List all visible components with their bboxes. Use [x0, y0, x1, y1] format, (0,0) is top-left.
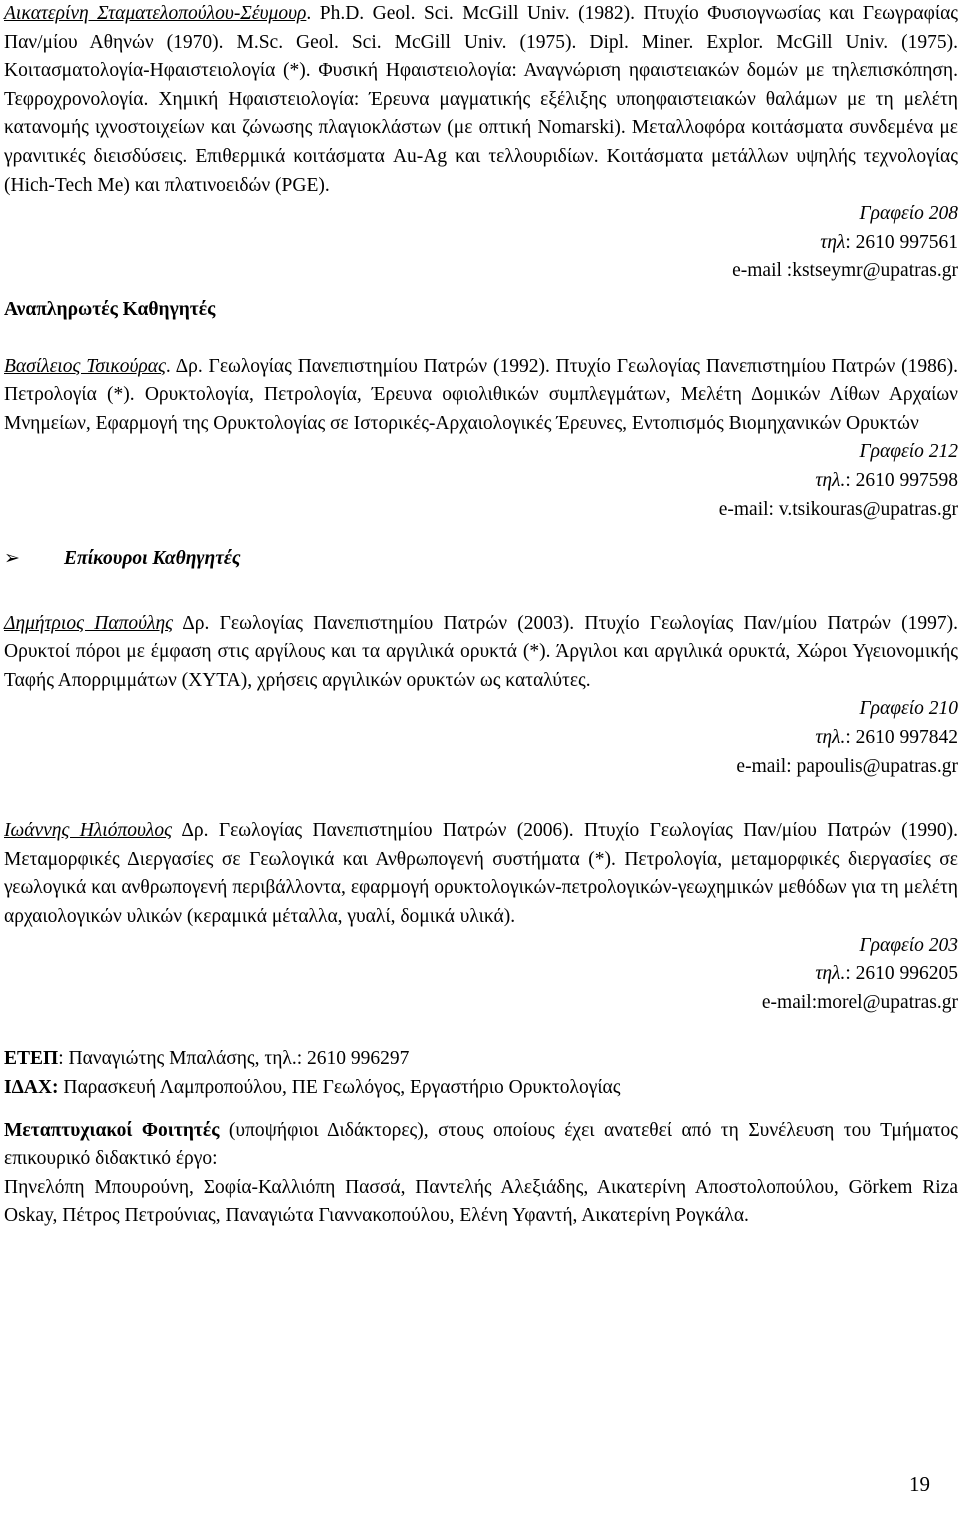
etep-text: : Παναγιώτης Μπαλάσης, τηλ.: 2610 996297: [58, 1048, 410, 1070]
phone-line: [4, 229, 958, 258]
phone-line: [4, 467, 958, 496]
faculty-name: Βασίλειος Τσικούρας: [4, 355, 166, 377]
faculty-name: Ιωάννης Ηλιόπουλος: [4, 820, 173, 842]
phone-line: [4, 724, 958, 753]
phone-number: : 2610 997598: [845, 469, 958, 491]
faculty-bio: [4, 817, 958, 931]
faculty-bio-text: Δρ. Γεωλογίας Πανεπιστημίου Πατρών (2003). Πτυχίο Γεωλογίας Παν/μίου Πατρών (1997). Ορυκτοί πόροι με έμφαση στις αργίλους και τα αργιλικά ορυκτά (*). Άργιλοι και αργιλικά ορυκτά, Χώροι Υγειονομικής Ταφής Απορριμμάτων (ΧΥΤΑ), χρήσεις αργιλικών ορυκτών ως καταλύτες.: [4, 612, 958, 691]
faculty-bio-text: . Ph.D. Geol. Sci. McGill Univ. (1982). Πτυχίο Φυσιογνωσίας και Γεωγραφίας Παν/μίου Αθηνών (1970). M.Sc. Geol. Sci. McGill Univ. (1975). Dipl. Miner. Explor. McGill Univ. (1975). Κοιτασματολογία-Ηφαιστειολογία (*). Φυσική Ηφαιστειολογία: Αναγνώριση ηφαιστειακών δομών με τηλεπισκόπηση. Τεφροχρονολογία. Χημική Ηφαιστειολογία: Έρευνα μαγματικής εξέλιξης υποηφαιστειακών θαλάμων με τη μελέτη κατανομής ιχνοστοιχείων και ζώνωσης πλαγιοκλάστων (με οπτική Nomarski). Μεταλλοφόρα κοιτάσματα συνδεμένα με γρανιτικές διεισδύσεις. Επιθερμικά κοιτάσματα Au-Ag και τελλουριδίων. Κοιτάσματα μετάλλων υψηλής τεχνολογίας (Hich-Tech Me) και πλατινοειδών (PGE).: [4, 3, 959, 196]
students-section: [4, 1117, 958, 1231]
etep-label: ΕΤΕΠ: [4, 1048, 59, 1070]
phone-number: : 2610 997561: [845, 231, 958, 253]
staff-section: [4, 1045, 958, 1102]
phone-label: τηλ.: [815, 469, 846, 491]
email-line: e-mail:morel@upatras.gr: [761, 991, 958, 1013]
faculty-bio: [4, 610, 958, 696]
office-number: Γραφείο 208: [859, 203, 958, 225]
office-number: Γραφείο 203: [859, 934, 958, 956]
phone-label: τηλ: [820, 231, 846, 253]
page-number: 19: [909, 1472, 930, 1496]
idax-label: ΙΔΑΧ:: [4, 1077, 59, 1098]
idax-text: Παρασκευή Λαμπροπούλου, ΠΕ Γεωλόγος, Εργαστήριο Ορυκτολογίας: [58, 1077, 621, 1098]
section-heading-text: Επίκουροι Καθηγητές: [64, 548, 241, 570]
email-line: e-mail: v.tsikouras@upatras.gr: [718, 498, 958, 520]
students-intro-text: (υποψήφιοι Διδάκτορες), στους οποίους έχει ανατεθεί από τη Συνέλευση του Τμήματος επικουρικό διδακτικό έργο:: [4, 1119, 958, 1170]
email-line: e-mail: papoulis@upatras.gr: [736, 755, 958, 777]
faculty-bio-text: . Δρ. Γεωλογίας Πανεπιστημίου Πατρών (1992). Πτυχίο Γεωλογίας Πανεπιστημίου Πατρών (1986). Πετρολογία (*). Ορυκτολογία, Πετρολογία, Έρευνα οφιολιθικών συμπλεγμάτων, Μελέτη Δομικών Λίθων Αρχαίων Μνημείων, Εφαρμογή της Ορυκτολογίας σε Ιστορικές-Αρχαιολογικές Έρευνες, Εντοπισμός Βιομηχανικών Ορυκτών: [4, 355, 958, 434]
faculty-bio-text: Δρ. Γεωλογίας Πανεπιστημίου Πατρών (2006). Πτυχίο Γεωλογίας Παν/μίου Πατρών (1990). Μεταμορφικές Διεργασίες σε Γεωλογικά και Ανθρωπογενή συστήματα (*). Πετρολογία, μεταμορφικές διεργασίες σε γεωλογικά και ανθρωπογενή περιβάλλοντα, εφαρμογή ορυκτολογικών-πετρολογικών-γεωχημικών μεθόδων για τη μελέτη αρχαιολογικών υλικών (κεραμικά μέταλλα, γυαλί, δομικά υλικά).: [4, 820, 958, 928]
arrow-bullet-icon: ➢: [4, 547, 20, 570]
office-number: Γραφείο 212: [859, 441, 958, 463]
section-heading-associate: Αναπληρωτές Καθηγητές: [4, 298, 216, 320]
faculty-name: Δημήτριος Παπούλης: [4, 612, 174, 634]
idax-line: [4, 1074, 958, 1103]
phone-line: [4, 960, 958, 989]
faculty-entry-tsikouras: [4, 353, 958, 525]
students-label: Μεταπτυχιακοί Φοιτητές: [4, 1119, 220, 1141]
email-line: e-mail :kstseymr@upatras.gr: [732, 260, 958, 282]
faculty-bio: [4, 353, 958, 439]
students-intro: [4, 1117, 958, 1174]
students-names: Πηνελόπη Μπουρούνη, Σοφία-Καλλιόπη Πασσά, Παντελής Αλεξιάδης, Αικατερίνη Αποστολοπούλου, Görkem Riza Oskay, Πέτρος Πετρούνιας, Παναγιώτα Γιαννακοπούλου, Ελένη Υφαντή, Αικατερίνη Ρογκάλα.: [4, 1176, 958, 1227]
faculty-bio: [4, 0, 958, 200]
faculty-entry-iliopoulos: [4, 817, 958, 1017]
phone-number: : 2610 996205: [845, 963, 958, 985]
phone-label: τηλ.: [815, 727, 846, 749]
phone-label: τηλ.: [815, 963, 846, 985]
office-number: Γραφείο 210: [859, 698, 958, 720]
document-page: [4, 0, 958, 1231]
section-heading-assistant: [4, 544, 958, 574]
phone-number: : 2610 997842: [845, 727, 958, 749]
etep-line: [4, 1045, 958, 1074]
faculty-entry-stamatelopoulou: [4, 0, 958, 286]
faculty-entry-papoulis: [4, 610, 958, 782]
faculty-name: Αικατερίνη Σταματελοπούλου-Σέυμουρ: [4, 3, 307, 24]
